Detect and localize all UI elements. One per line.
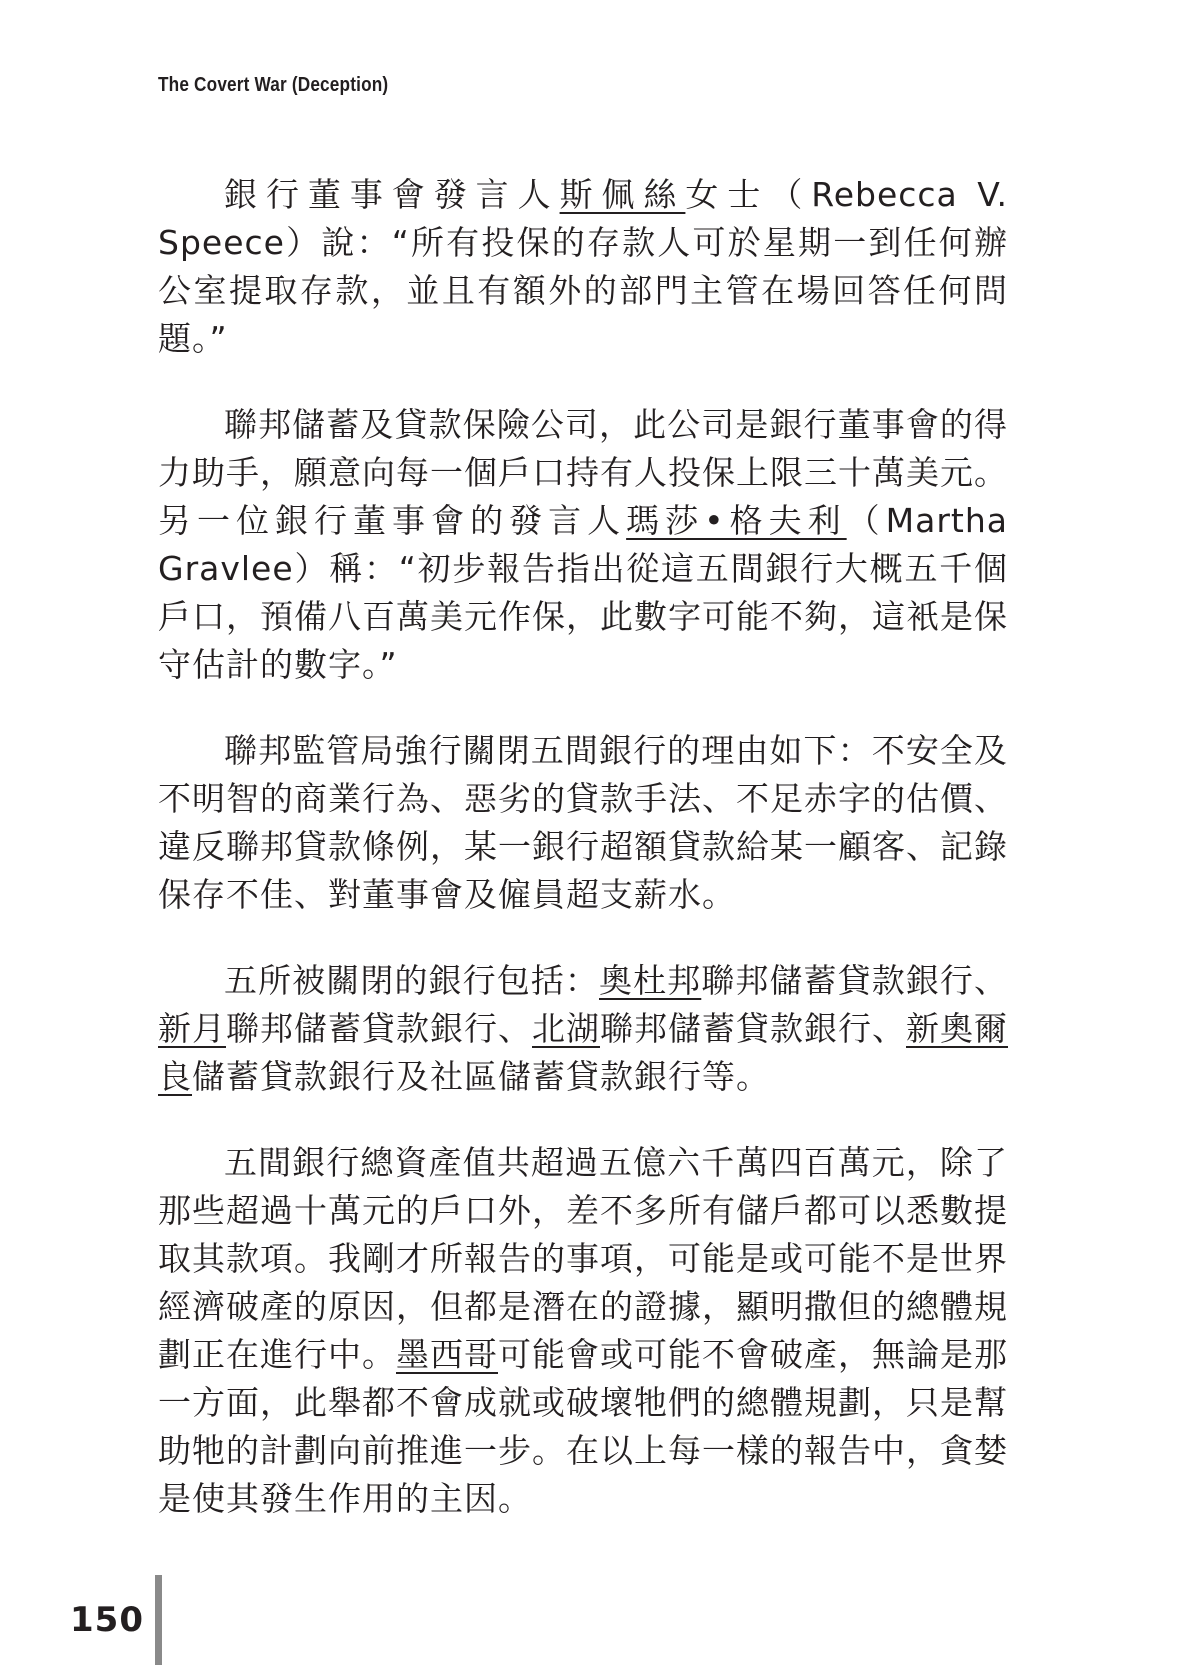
- folio-divider: [155, 1575, 162, 1665]
- body-text: [158, 171, 1008, 1561]
- text-run: 女士（Rebecca V. Speece）說：“所有投保的存款人可於星期一到任何辦公室提取存款，並且有額外的部門主管在場回答任何問題。”: [158, 175, 1009, 358]
- text-run: 可能會或可能不會破產，無論是那一方面，此舉都不會成就或破壞牠們的總體規劃，只是幫助牠的計劃向前推進一步。在以上每一樣的報告中，貪婪是使其發生作用的主因。: [158, 1335, 1008, 1518]
- text-run: （Martha Gravlee）稱：“初步報告指出從這五間銀行大概五千個戶口，預備八百萬美元作保，此數字可能不夠，這衹是保守估計的數字。”: [158, 501, 1009, 684]
- underlined-name: 北湖: [532, 1009, 600, 1048]
- text-run: 儲蓄貸款銀行及社區儲蓄貸款銀行等。: [192, 1057, 770, 1096]
- text-run: 五間銀行總資產值共超過五億六千萬四百萬元，除了那些超過十萬元的戶口外，差不多所有儲戶都可以悉數提取其款項。我剛才所報告的事項，可能是或可能不是世界經濟破產的原因，但都是潛在的證據，顯明撒但的總體規劃正在進行中。: [158, 1143, 1008, 1374]
- paragraph: [158, 727, 1008, 919]
- running-head: The Covert War (Deception): [158, 74, 389, 96]
- underlined-name: 新奧爾良: [158, 1009, 1008, 1096]
- underlined-name: 奧杜邦: [599, 961, 702, 1000]
- text-run: 聯邦儲蓄貸款銀行、: [226, 1009, 532, 1048]
- paragraph: [158, 957, 1008, 1101]
- underlined-name: 瑪莎•格夫利: [626, 501, 847, 540]
- text-run: 五所被關閉的銀行包括：: [224, 961, 599, 1000]
- paragraph: [158, 1139, 1008, 1523]
- text-run: 銀行董事會發言人: [224, 175, 560, 214]
- paragraph: [158, 401, 1008, 689]
- text-run: 聯邦儲蓄貸款銀行、: [701, 961, 1009, 1000]
- text-run: 聯邦儲蓄貸款銀行、: [600, 1009, 906, 1048]
- underlined-name: 墨西哥: [396, 1335, 498, 1374]
- paragraph: [158, 171, 1008, 363]
- text-run: 聯邦儲蓄及貸款保險公司，此公司是銀行董事會的得力助手，願意向每一個戶口持有人投保上限三十萬美元。另一位銀行董事會的發言人: [158, 405, 1008, 540]
- page-number: 150: [70, 1600, 144, 1640]
- underlined-name: 新月: [158, 1009, 226, 1048]
- underlined-name: 斯佩絲: [559, 175, 686, 214]
- text-run: 聯邦監管局強行關閉五間銀行的理由如下：不安全及不明智的商業行為、惡劣的貸款手法、不足赤字的估價、違反聯邦貸款條例，某一銀行超額貸款給某一顧客、記錄保存不佳、對董事會及僱員超支薪水。: [158, 731, 1008, 914]
